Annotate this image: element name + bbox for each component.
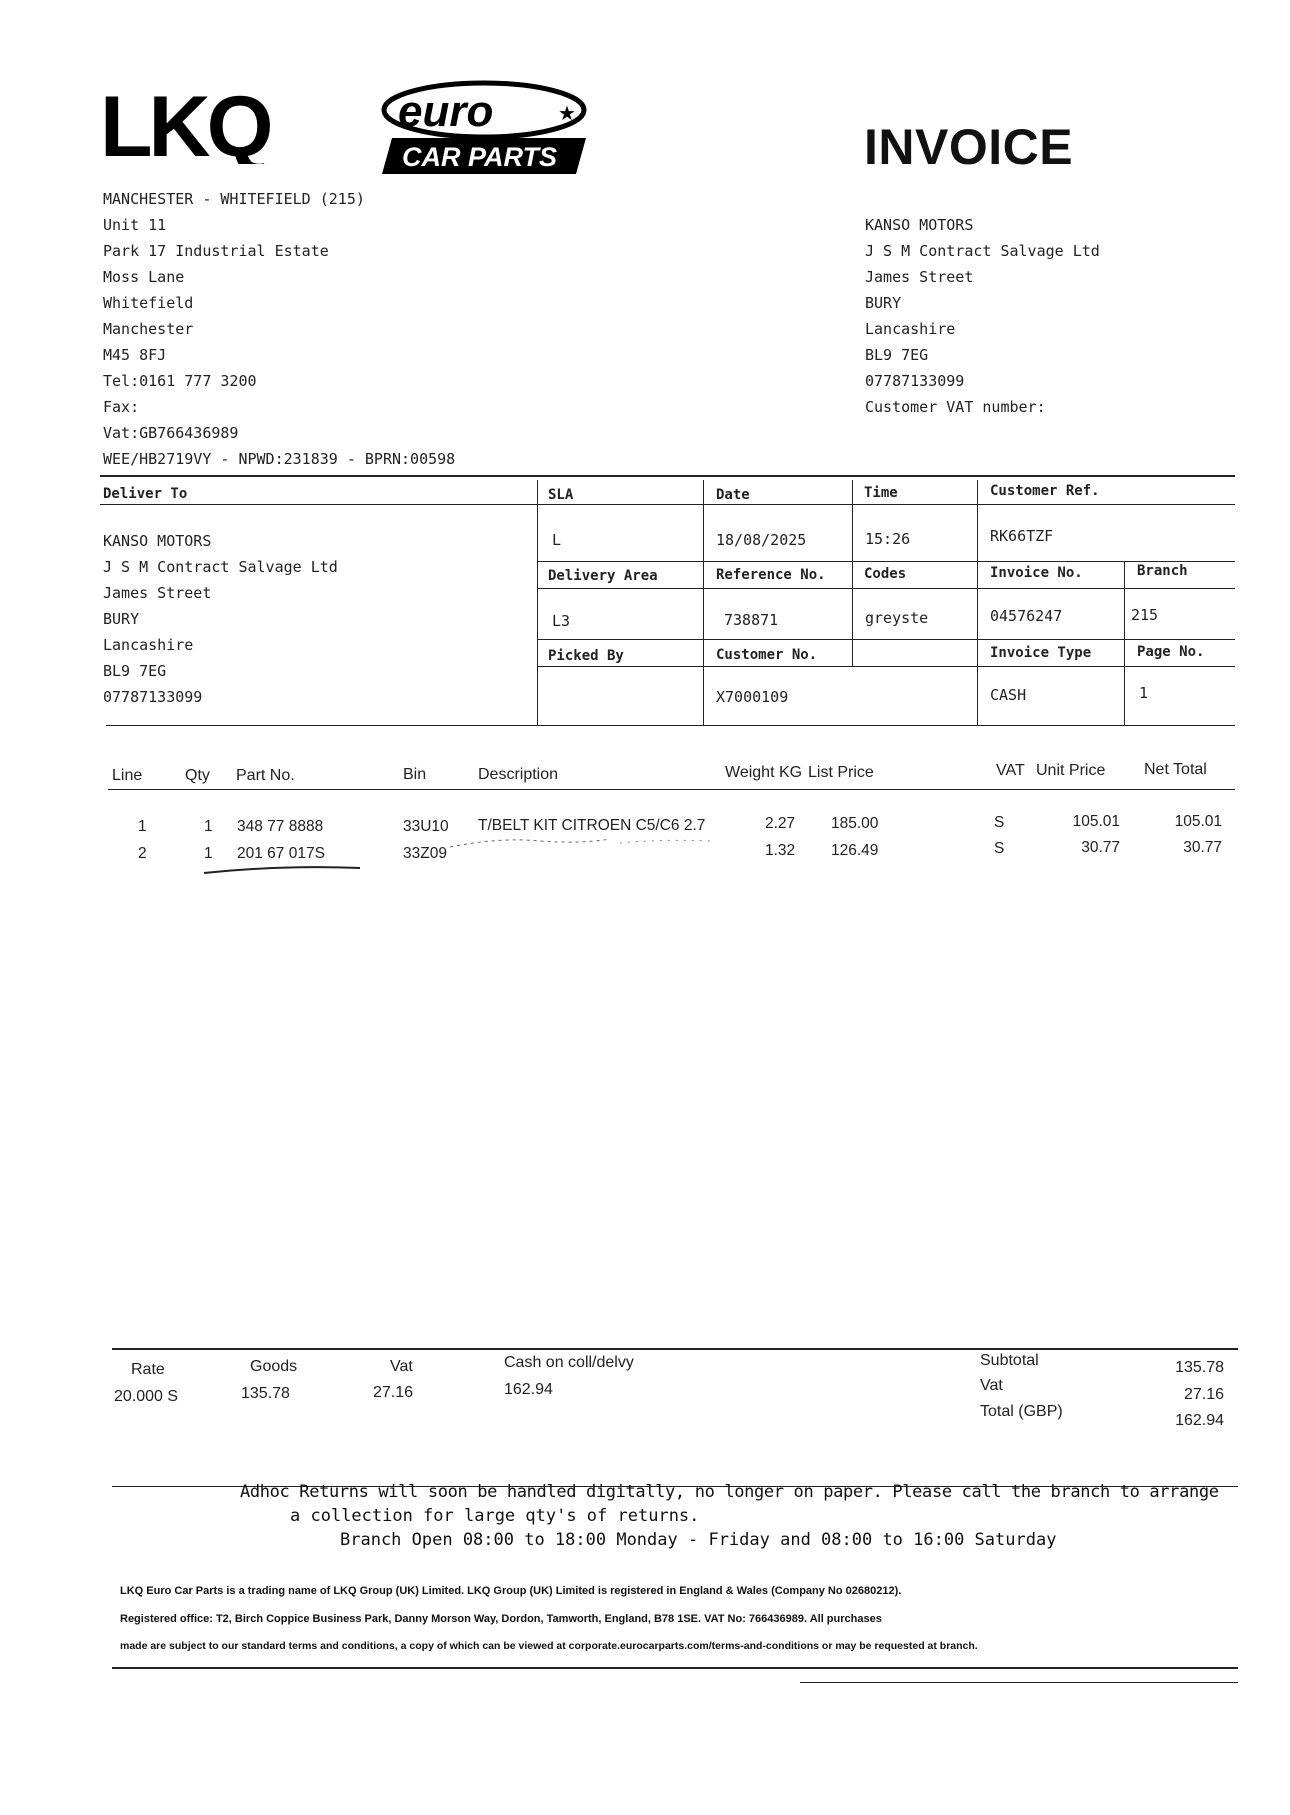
notice-line-3: Branch Open 08:00 to 18:00 Monday - Friday and 08:00 to 16:00 Saturday	[340, 1530, 1057, 1550]
cell-weight: 1.32	[765, 842, 796, 859]
cell-vat: S	[994, 814, 1005, 831]
total-gbp-value: 162.94	[1175, 1412, 1224, 1429]
delivery-area-label: Delivery Area	[548, 568, 658, 584]
page-no-label: Page No.	[1137, 644, 1205, 660]
divider	[108, 789, 1235, 790]
branch-address-line: Tel:0161 777 3200	[103, 372, 257, 390]
customer-no-value: X7000109	[716, 688, 789, 706]
divider	[977, 480, 978, 725]
customer-ref-value: RK66TZF	[990, 527, 1054, 545]
goods-value: 135.78	[241, 1385, 290, 1402]
goods-label: Goods	[250, 1358, 298, 1375]
cell-list-price: 126.49	[831, 842, 879, 859]
cell-unit-price: 30.77	[1081, 839, 1120, 856]
cell-qty: 1	[204, 845, 213, 862]
deliver-to-address	[103, 528, 338, 710]
cell-vat: S	[994, 840, 1005, 857]
sla-value: L	[552, 531, 562, 549]
legal-line-1: LKQ Euro Car Parts is a trading name of LKQ Group (UK) Limited. LKQ Group (UK) Limited is registered in England & Wales (Company No 02680212).	[120, 1585, 902, 1597]
rate-value: 20.000 S	[114, 1388, 179, 1405]
total-gbp-label: Total (GBP)	[980, 1403, 1063, 1420]
lkq-logo-text: LKQ	[100, 92, 270, 164]
cell-list-price: 185.00	[831, 815, 879, 832]
cell-bin: 33U10	[403, 818, 449, 835]
customer-ref-label: Customer Ref.	[990, 483, 1100, 499]
deliver-to-line: BURY	[103, 610, 140, 628]
deliver-to-line: Lancashire	[103, 636, 194, 654]
customer-address-line: BL9 7EG	[865, 346, 929, 364]
cell-line: 2	[138, 845, 147, 862]
pen-scribble	[200, 835, 720, 880]
col-header-weight: Weight KG	[725, 764, 803, 781]
branch-address-line: WEE/HB2719VY - NPWD:231839 - BPRN:00598	[103, 450, 456, 468]
notice-line-2: a collection for large qty's of returns.	[290, 1506, 700, 1526]
col-header-qty: Qty	[185, 767, 210, 784]
deliver-to-line: KANSO MOTORS	[103, 532, 212, 550]
customer-address-line: KANSO MOTORS	[865, 216, 974, 234]
reference-no-label: Reference No.	[716, 567, 826, 583]
cell-part-no: 348 77 8888	[237, 818, 324, 835]
totals-vat-label: Vat	[980, 1377, 1003, 1394]
euro-car-parts-logo	[378, 80, 590, 180]
col-header-line: Line	[112, 767, 143, 784]
picked-by-label: Picked By	[548, 648, 624, 664]
branch-address-line: Unit 11	[103, 216, 167, 234]
cell-bin: 33Z09	[403, 845, 447, 862]
page-no-value: 1	[1139, 684, 1149, 702]
divider	[112, 1667, 1238, 1669]
divider	[852, 480, 853, 666]
divider	[537, 561, 1235, 562]
divider	[537, 588, 1235, 589]
customer-address-line: J S M Contract Salvage Ltd	[865, 242, 1100, 260]
divider	[106, 725, 1235, 726]
euro-logo-subtext: CAR PARTS	[402, 142, 558, 172]
time-value: 15:26	[865, 530, 911, 548]
codes-value: greyste	[865, 609, 929, 627]
cell-line: 1	[138, 818, 147, 835]
cell-description: T/BELT KIT CITROEN C5/C6 2.7	[478, 817, 706, 834]
date-label: Date	[716, 487, 750, 503]
divider	[800, 1682, 1238, 1683]
divider	[703, 480, 704, 725]
branch-address-line: M45 8FJ	[103, 346, 167, 364]
cell-weight: 2.27	[765, 815, 796, 832]
reference-no-value: 738871	[724, 611, 779, 629]
notice-line-1: Adhoc Returns will soon be handled digitally, no longer on paper. Please call the branch to arrange	[240, 1482, 1219, 1502]
branch-address-line: MANCHESTER - WHITEFIELD (215)	[103, 190, 365, 208]
deliver-to-line: James Street	[103, 584, 212, 602]
delivery-area-value: L3	[552, 612, 571, 630]
branch-address	[103, 186, 455, 472]
branch-value: 215	[1131, 606, 1159, 624]
totals-vat-value: 27.16	[1183, 1386, 1224, 1403]
cash-on-collection-value: 162.94	[504, 1381, 553, 1398]
customer-no-label: Customer No.	[716, 647, 818, 663]
branch-address-line: Moss Lane	[103, 268, 185, 286]
col-header-bin: Bin	[403, 766, 427, 783]
lkq-logo	[100, 92, 340, 164]
divider	[100, 475, 1235, 477]
branch-label: Branch	[1137, 563, 1188, 579]
customer-address-line: Customer VAT number:	[865, 398, 1046, 416]
invoice-no-label: Invoice No.	[990, 565, 1083, 581]
vat-label: Vat	[390, 1358, 413, 1375]
branch-address-line: Manchester	[103, 320, 194, 338]
star-icon: ★	[558, 101, 576, 125]
col-header-unit-price: Unit Price	[1036, 762, 1106, 779]
invoice-type-value: CASH	[990, 686, 1027, 704]
divider	[1124, 561, 1125, 725]
divider	[537, 639, 1235, 640]
subtotal-label: Subtotal	[980, 1352, 1039, 1369]
deliver-to-label: Deliver To	[103, 486, 188, 502]
vat-value: 27.16	[373, 1384, 414, 1401]
branch-address-line: Whitefield	[103, 294, 194, 312]
customer-address-line: 07787133099	[865, 372, 965, 390]
col-header-net-total: Net Total	[1144, 761, 1207, 778]
document-title: INVOICE	[864, 119, 1074, 175]
cell-net-total: 30.77	[1183, 839, 1222, 856]
branch-address-line: Park 17 Industrial Estate	[103, 242, 329, 260]
customer-address	[865, 212, 1100, 420]
date-value: 18/08/2025	[716, 531, 807, 549]
customer-address-line: James Street	[865, 268, 974, 286]
col-header-part-no: Part No.	[236, 767, 295, 784]
col-header-list-price: List Price	[808, 764, 874, 781]
cash-on-collection-label: Cash on coll/delvy	[504, 1354, 634, 1371]
divider	[100, 504, 1235, 505]
col-header-vat: VAT	[996, 762, 1025, 779]
branch-address-line: Vat:GB766436989	[103, 424, 239, 442]
legal-line-2: Registered office: T2, Birch Coppice Business Park, Danny Morson Way, Dordon, Tamworth, England, B78 1SE. VAT No: 766436989. All purchases	[120, 1613, 882, 1625]
euro-logo-text: euro	[398, 87, 494, 136]
cell-unit-price: 105.01	[1072, 813, 1120, 830]
subtotal-value: 135.78	[1175, 1359, 1224, 1376]
codes-label: Codes	[864, 566, 907, 582]
rate-label: Rate	[131, 1361, 165, 1378]
deliver-to-line: 07787133099	[103, 688, 203, 706]
col-header-description: Description	[478, 766, 559, 783]
invoice-type-label: Invoice Type	[990, 645, 1092, 661]
legal-line-3: made are subject to our standard terms and conditions, a copy of which can be viewed at corporate.eurocarparts.com/terms-and-conditions or may be requested at branch.	[120, 1640, 978, 1652]
cell-net-total: 105.01	[1174, 813, 1222, 830]
divider	[537, 666, 1235, 667]
branch-address-line: Fax:	[103, 398, 140, 416]
deliver-to-line: BL9 7EG	[103, 662, 167, 680]
divider	[537, 480, 538, 725]
time-label: Time	[864, 485, 898, 501]
divider	[112, 1348, 1238, 1350]
customer-address-line: BURY	[865, 294, 902, 312]
deliver-to-line: J S M Contract Salvage Ltd	[103, 558, 338, 576]
sla-label: SLA	[548, 487, 574, 503]
cell-part-no: 201 67 017S	[237, 845, 325, 862]
customer-address-line: Lancashire	[865, 320, 956, 338]
invoice-no-value: 04576247	[990, 607, 1063, 625]
cell-qty: 1	[204, 818, 213, 835]
